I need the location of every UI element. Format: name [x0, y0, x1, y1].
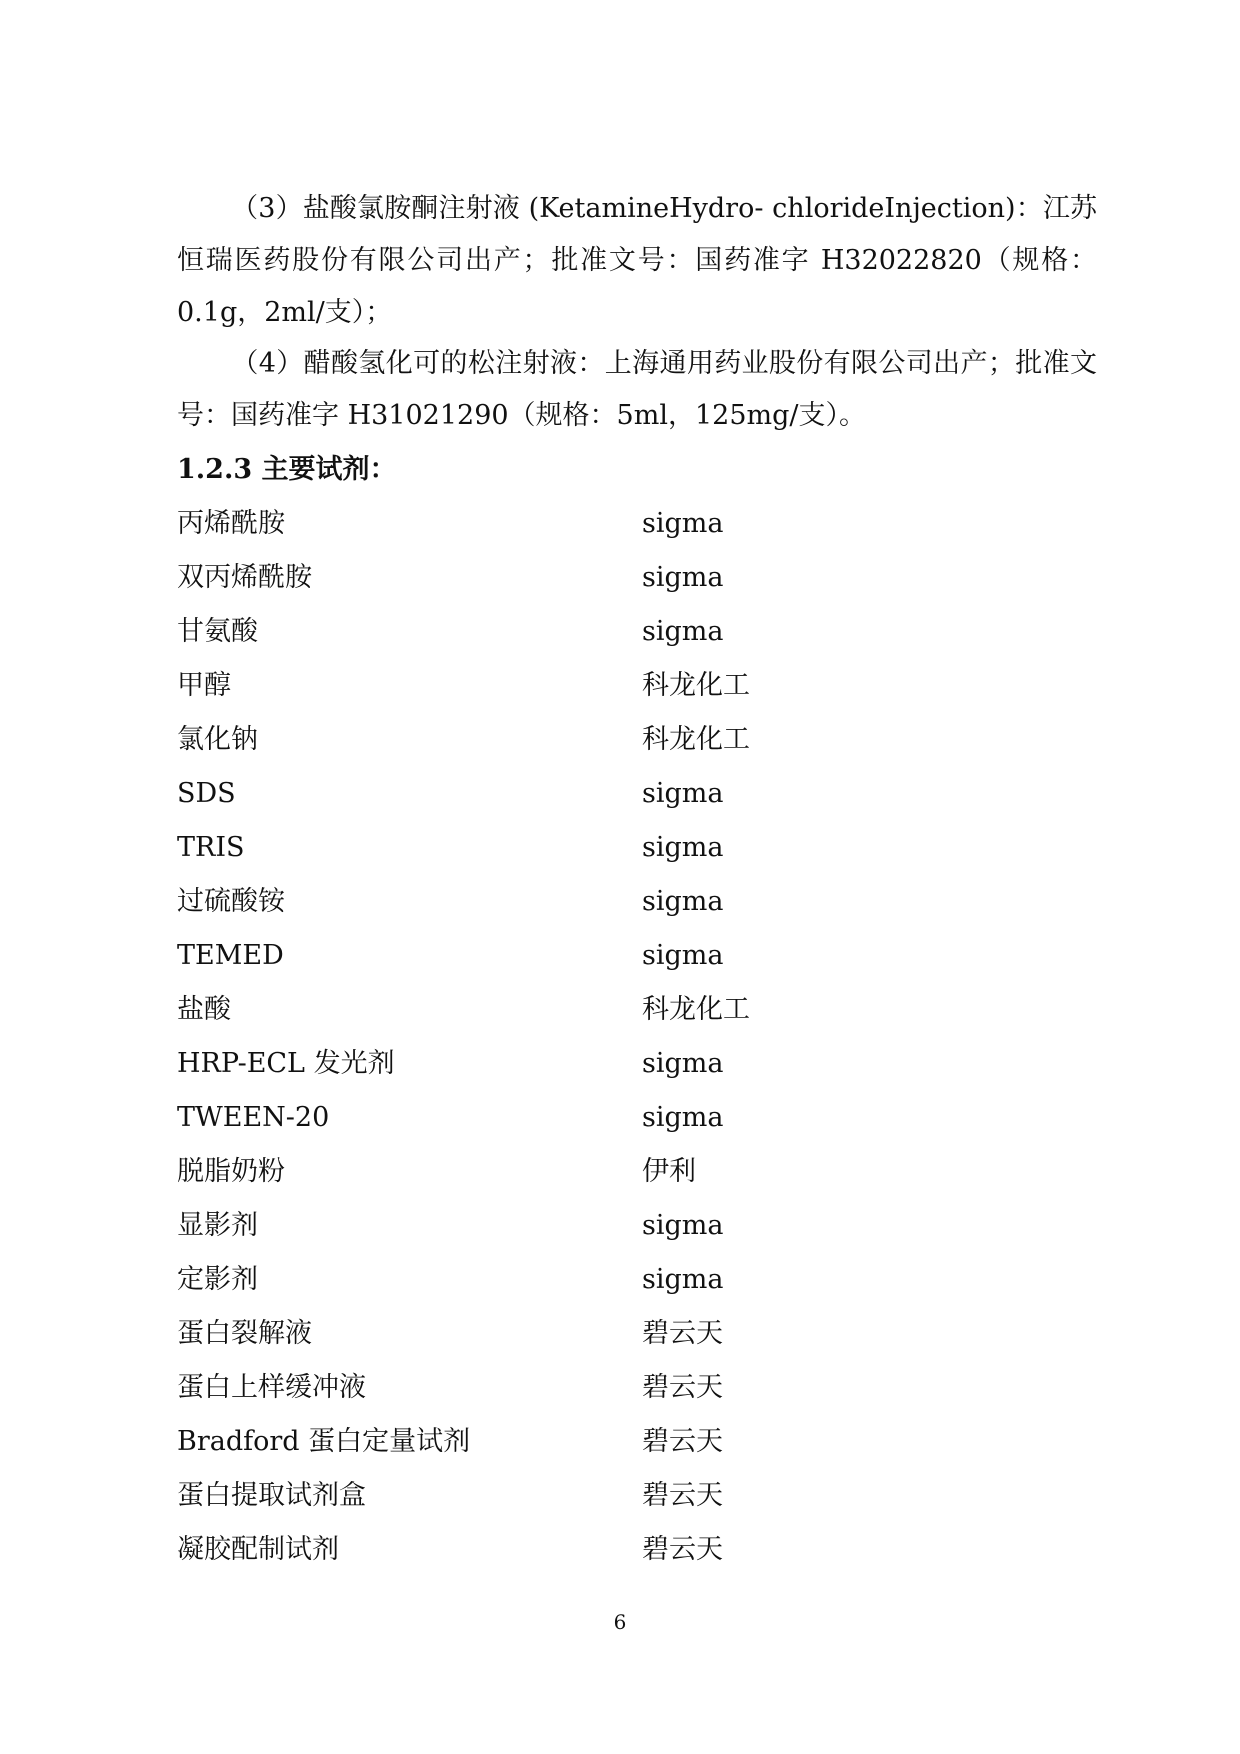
reagent-name: 过硫酸铵: [177, 886, 285, 917]
reagent-row: [177, 497, 877, 551]
reagent-source: sigma: [642, 1210, 724, 1241]
reagent-name: 丙烯酰胺: [177, 508, 285, 539]
reagent-name: 显影剂: [177, 1210, 258, 1241]
paragraph-ketamine: [177, 183, 1097, 339]
reagent-source: 科龙化工: [642, 670, 750, 701]
reagent-source: sigma: [642, 1048, 724, 1079]
reagent-row: [177, 1523, 877, 1577]
page-number: 6: [613, 1610, 627, 1634]
reagent-row: [177, 1145, 877, 1199]
reagent-list: [177, 497, 877, 1577]
reagent-source: sigma: [642, 1264, 724, 1295]
reagent-source: 碧云天: [642, 1534, 723, 1565]
reagent-row: [177, 1415, 877, 1469]
reagent-source: sigma: [642, 562, 724, 593]
paragraph-hydrocortisone-text: （4）醋酸氢化可的松注射液：上海通用药业股份有限公司出产；批准文号：国药准字 H31021290（规格：5ml，125mg/支）。: [177, 348, 1097, 431]
reagent-row: [177, 659, 877, 713]
reagent-row: [177, 821, 877, 875]
paragraph-hydrocortisone: [177, 338, 1097, 442]
reagent-source: sigma: [642, 832, 724, 863]
reagent-row: [177, 1199, 877, 1253]
reagent-source: 碧云天: [642, 1318, 723, 1349]
reagent-name: 盐酸: [177, 994, 231, 1025]
reagent-source: 碧云天: [642, 1426, 723, 1457]
reagent-name: Bradford 蛋白定量试剂: [177, 1426, 471, 1457]
reagent-name: TRIS: [177, 832, 245, 863]
section-heading: 1.2.3 主要试剂：: [177, 454, 397, 485]
reagent-name: 甘氨酸: [177, 616, 258, 647]
reagent-source: sigma: [642, 778, 724, 809]
reagent-row: [177, 1091, 877, 1145]
reagent-row: [177, 713, 877, 767]
reagent-name: TEMED: [177, 940, 284, 971]
reagent-source: sigma: [642, 616, 724, 647]
reagent-source: 科龙化工: [642, 724, 750, 755]
reagent-name: TWEEN-20: [177, 1102, 330, 1133]
reagent-row: [177, 1469, 877, 1523]
reagent-row: [177, 929, 877, 983]
reagent-name: 蛋白裂解液: [177, 1318, 312, 1349]
reagent-row: [177, 1307, 877, 1361]
reagent-source: sigma: [642, 940, 724, 971]
reagent-name: 蛋白上样缓冲液: [177, 1372, 366, 1403]
reagent-source: 科龙化工: [642, 994, 750, 1025]
reagent-row: [177, 1037, 877, 1091]
reagent-source: sigma: [642, 1102, 724, 1133]
reagent-name: 脱脂奶粉: [177, 1156, 285, 1187]
reagent-name: HRP-ECL 发光剂: [177, 1048, 395, 1079]
paragraph-ketamine-text: （3）盐酸氯胺酮注射液 (KetamineHydro- chlorideInjection)：江苏恒瑞医药股份有限公司出产；批准文号：国药准字 H32022820（规格：0.1g，2ml/支）；: [177, 193, 1097, 328]
reagent-name: 氯化钠: [177, 724, 258, 755]
reagent-name: 凝胶配制试剂: [177, 1534, 339, 1565]
reagent-source: 碧云天: [642, 1480, 723, 1511]
reagent-name: 蛋白提取试剂盒: [177, 1480, 366, 1511]
reagent-row: [177, 875, 877, 929]
reagent-source: 伊利: [642, 1156, 696, 1187]
reagent-name: 定影剂: [177, 1264, 258, 1295]
reagent-name: SDS: [177, 778, 236, 809]
reagent-source: sigma: [642, 886, 724, 917]
reagent-row: [177, 983, 877, 1037]
reagent-name: 双丙烯酰胺: [177, 562, 312, 593]
reagent-row: [177, 605, 877, 659]
reagent-source: 碧云天: [642, 1372, 723, 1403]
reagent-row: [177, 1361, 877, 1415]
reagent-source: sigma: [642, 508, 724, 539]
reagent-name: 甲醇: [177, 670, 231, 701]
reagent-row: [177, 1253, 877, 1307]
reagent-row: [177, 767, 877, 821]
reagent-row: [177, 551, 877, 605]
